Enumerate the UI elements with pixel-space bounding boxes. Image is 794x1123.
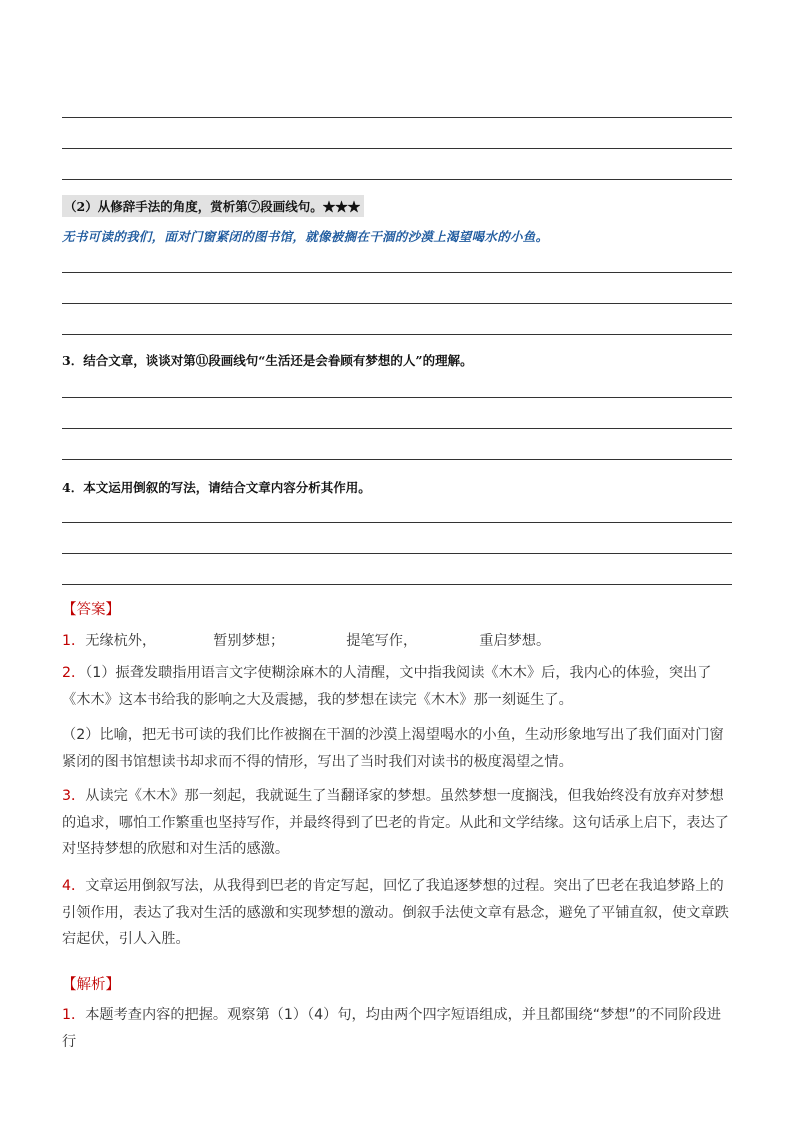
answer-line	[62, 272, 732, 273]
question-2-2-prompt: （2）从修辞手法的角度，赏析第⑦段画线句。★★★	[62, 195, 364, 217]
answer-1-part: 重启梦想。	[479, 633, 551, 649]
question-4-prompt: 4．本文运用倒叙的写法，请结合文章内容分析其作用。	[62, 480, 371, 495]
answer-1	[62, 628, 734, 655]
answer-line	[62, 303, 732, 304]
answer-line	[62, 117, 732, 118]
answer-3	[62, 783, 734, 863]
answer-2-text: 比喻，把无书可读的我们比作被搁在干涸的沙漠上渴望喝水的小鱼，生动形象地写出了我们面对门窗紧闭的图书馆想读书却求而不得的情形，写出了当时我们对读书的极度渴望之情。	[62, 727, 724, 770]
answer-4-number: 4．	[62, 878, 86, 894]
answer-3-number: 3．	[62, 788, 86, 804]
answer-2-number: 2．	[62, 665, 86, 681]
question-3-prompt: 3．结合文章，谈谈对第⑪段画线句“生活还是会眷顾有梦想的人”的理解。	[62, 353, 473, 368]
answer-1-part: 暂别梦想；	[213, 633, 285, 649]
answer-line	[62, 459, 732, 460]
answer-line	[62, 148, 732, 149]
answer-line	[62, 334, 732, 335]
answer-2-lead: （2）	[62, 727, 100, 743]
answer-1-number: 1．	[62, 633, 86, 649]
answer-line	[62, 553, 732, 554]
analysis-1-text: 本题考查内容的把握。观察第（1）（4）句，均由两个四字短语组成，并且都围绕“梦想”的不同阶段进行	[62, 1007, 721, 1050]
answer-4	[62, 873, 734, 953]
answer-2-text: 振聋发聩指用语言文字使糊涂麻木的人清醒，文中指我阅读《木木》后，我内心的体验，突出了《木木》这本书给我的影响之大及震撼，我的梦想在读完《木木》那一刻诞生了。	[62, 665, 712, 708]
answer-line	[62, 428, 732, 429]
answer-line	[62, 584, 732, 585]
analysis-1	[62, 1002, 734, 1055]
underlined-quote: 无书可读的我们，面对门窗紧闭的图书馆，就像被搁在干涸的沙漠上渴望喝水的小鱼。	[62, 229, 549, 244]
answer-1-part: 无缘杭外，	[85, 633, 157, 649]
analysis-1-number: 1．	[62, 1007, 86, 1023]
answer-line	[62, 179, 732, 180]
answer-3-text: 从读完《木木》那一刻起，我就诞生了当翻译家的梦想。虽然梦想一度搁浅，但我始终没有放弃对梦想的追求，哪怕工作繁重也坚持写作，并最终得到了巴老的肯定。从此和文学结缘。这句话承上启下，表达了对坚持梦想的欣慰和对生活的感激。	[62, 788, 729, 857]
analysis-heading: 【解析】	[62, 977, 120, 993]
answer-2-part-1	[62, 660, 734, 713]
answer-line	[62, 522, 732, 523]
answer-2-lead: （1）	[85, 665, 116, 681]
answer-heading: 【答案】	[62, 602, 120, 618]
answer-line	[62, 397, 732, 398]
answer-1-part: 提笔写作，	[346, 633, 418, 649]
answer-4-text: 文章运用倒叙写法，从我得到巴老的肯定写起，回忆了我追逐梦想的过程。突出了巴老在我追梦路上的引领作用，表达了我对生活的感激和实现梦想的激动。倒叙手法使文章有悬念，避免了平铺直叙，使文章跌宕起伏，引人入胜。	[62, 878, 729, 947]
answer-2-part-2	[62, 722, 734, 775]
